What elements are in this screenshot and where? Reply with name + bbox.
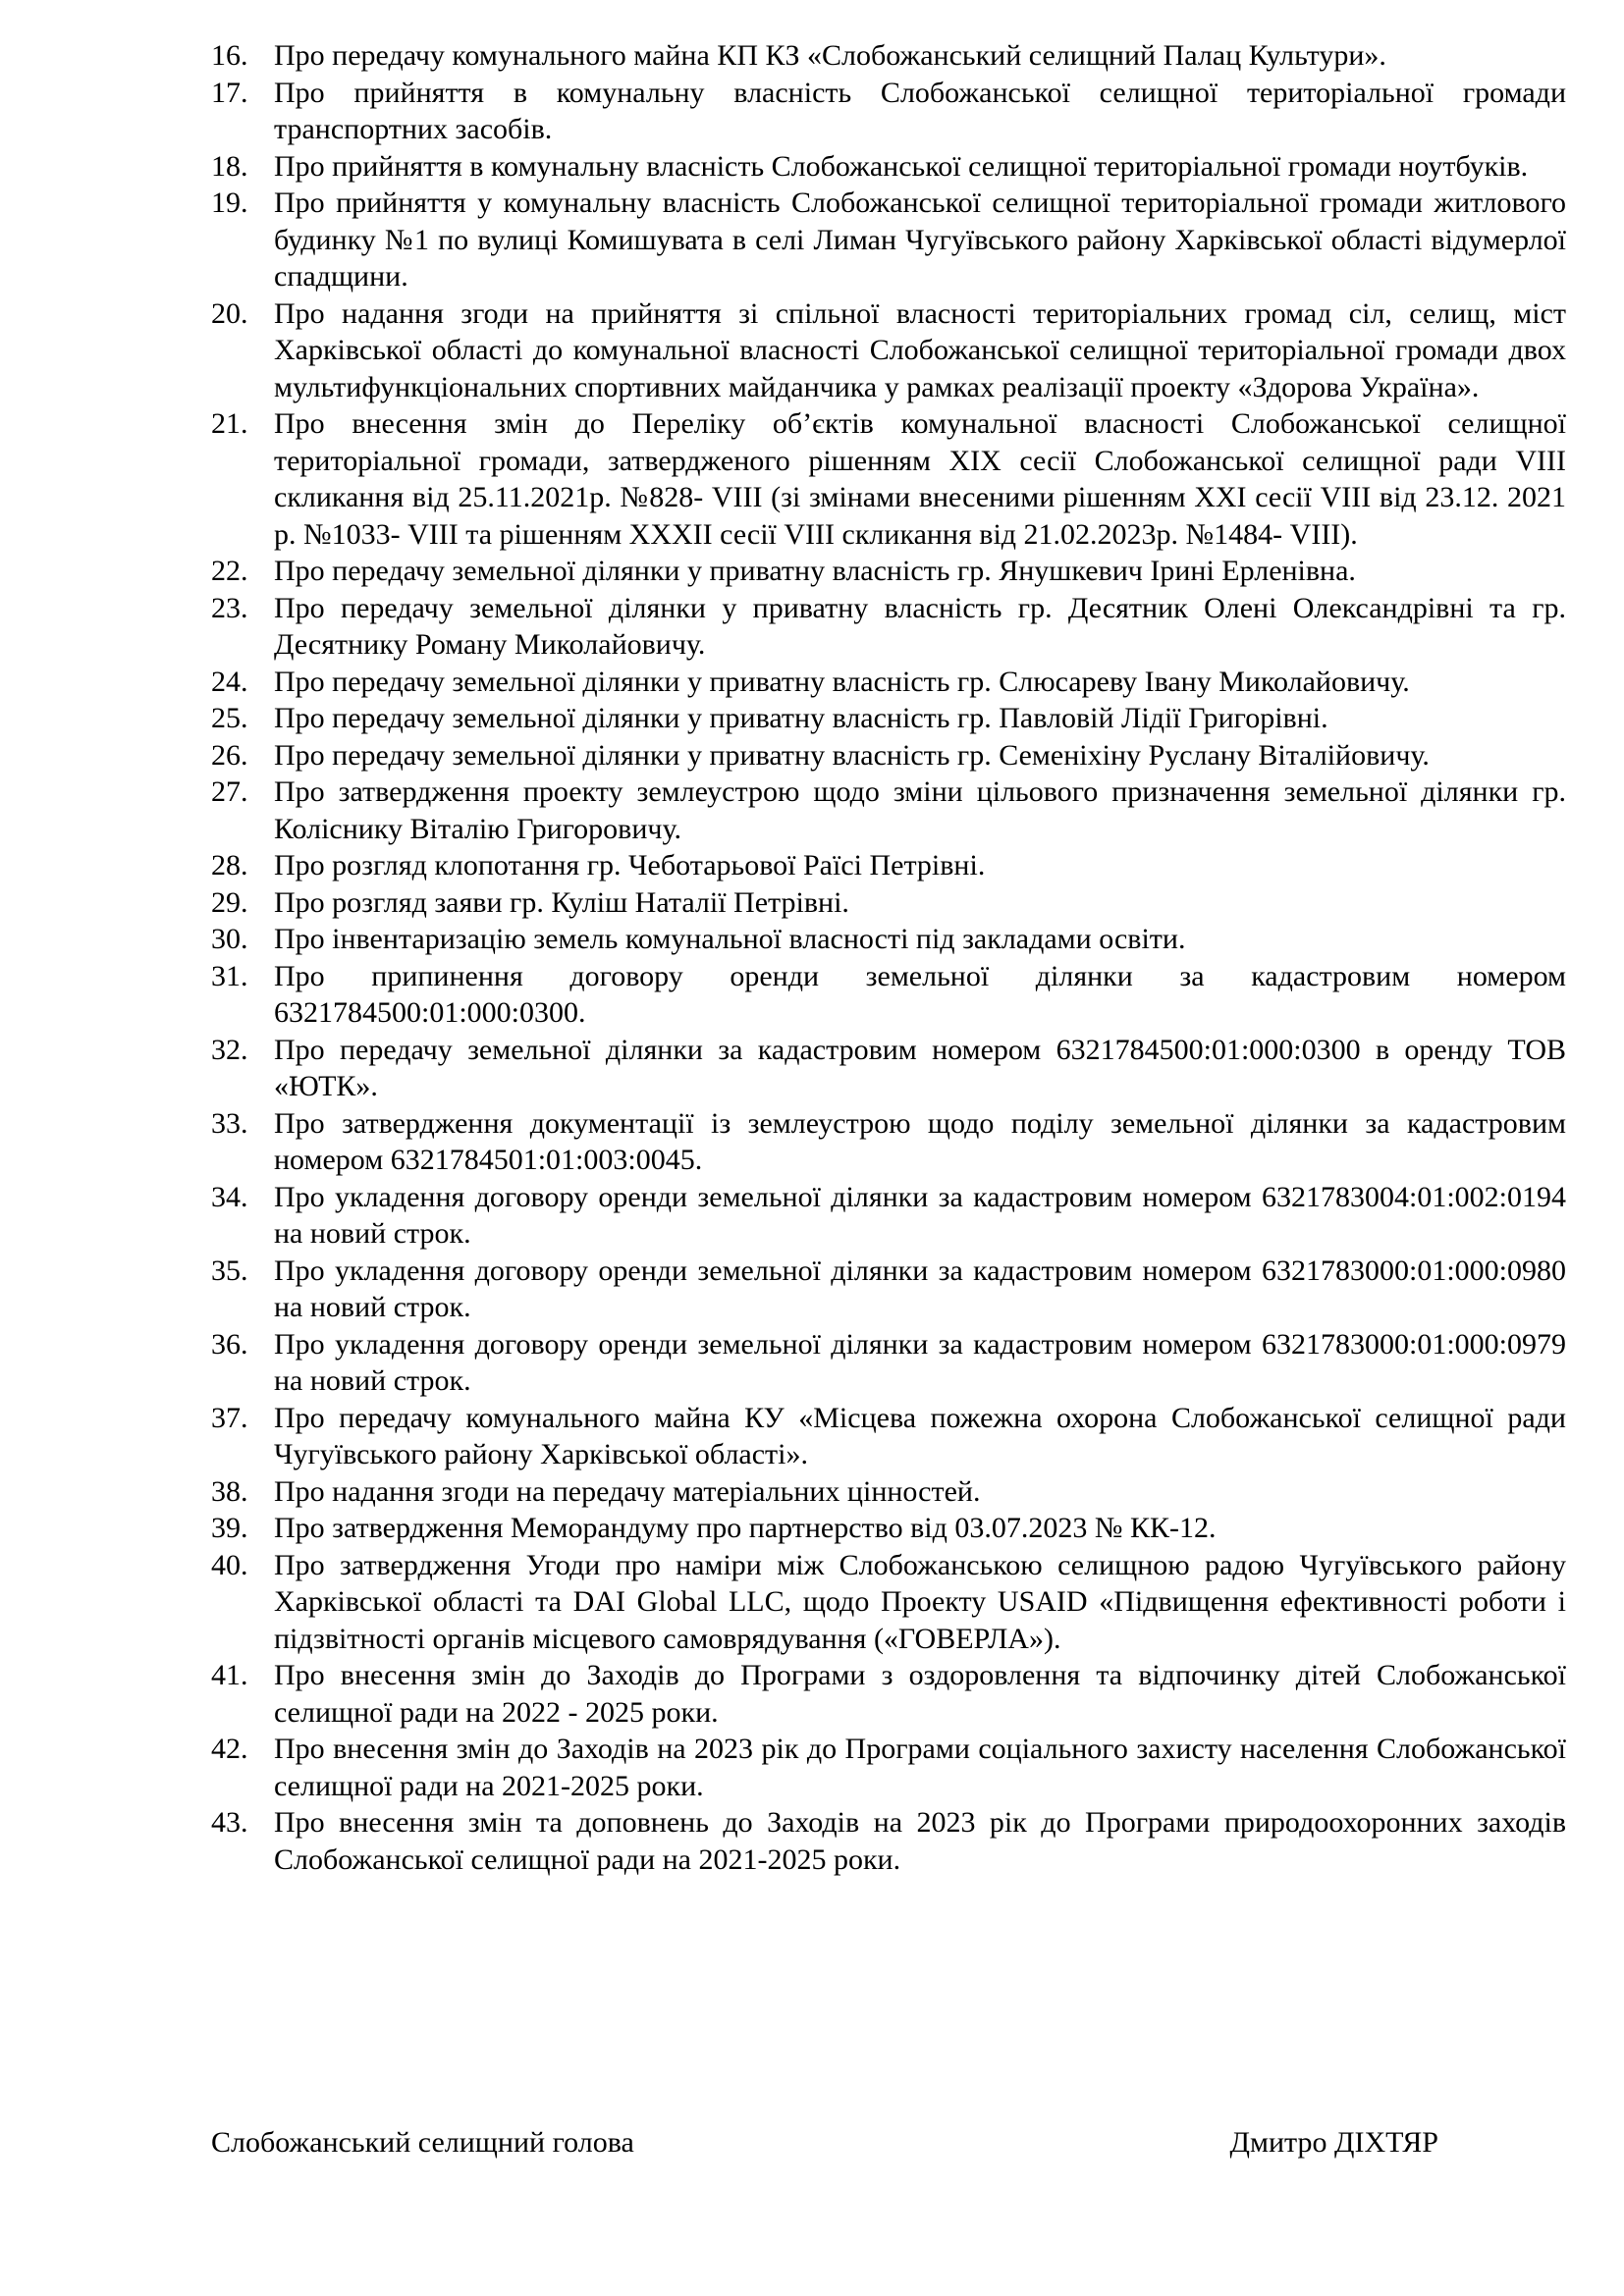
agenda-item-number: 30. [211,923,248,955]
agenda-item-text: Про передачу земельної ділянки у приватну власність гр. Слюсареву Івану Миколайовичу. [274,665,1410,698]
agenda-item-text: Про внесення змін до Заходів до Програми з оздоровлення та відпочинку дітей Слобожанської селищної ради на 2022 - 2025 роки. [274,1659,1566,1729]
agenda-item-text: Про надання згоди на передачу матеріальних цінностей. [274,1474,981,1508]
agenda-item-text: Про внесення змін до Переліку об’єктів комунальної власності Слобожанської селищної територіальної громади, затвердженого рішенням XIX сесії Слобожанської селищної ради VIII скликання від 25.11.2021р. №828- VIII (зі змінами внесеними рішенням XXI сесії VIII від 23.12. 2021 р. №1033- VIII та рішенням XXXII сесії VIII скликання від 21.02.2023р. №1484- VIII). [274,407,1566,551]
agenda-item [211,1731,1566,1804]
agenda-item-text: Про інвентаризацію земель комунальної власності під закладами освіти. [274,923,1186,955]
signatory-name: Дмитро ДІХТЯР [1229,2126,1438,2159]
agenda-item [211,553,1566,590]
agenda-item-text: Про укладення договору оренди земельної ділянки за кадастровим номером 6321783004:01:002:0194 на новий строк. [274,1180,1566,1250]
agenda-item-number: 28. [211,849,248,881]
agenda-item-number: 20. [211,296,248,330]
agenda-item [211,1253,1566,1326]
agenda-item-text: Про розгляд заяви гр. Куліш Наталії Петрівні. [274,885,849,919]
agenda-item-number: 41. [211,1659,248,1691]
agenda-item [211,884,1566,922]
agenda-item-number: 38. [211,1474,248,1508]
agenda-item [211,700,1566,737]
agenda-item-text: Про передачу комунального майна КП КЗ «Слобожанський селищний Палац Культури». [274,39,1386,72]
agenda-item [211,1032,1566,1105]
agenda-item-text: Про передачу земельної ділянки у приватну власність гр. Десятник Олені Олександрівні та гр. Десятнику Роману Миколайовичу. [274,591,1566,661]
agenda-item [211,75,1566,148]
agenda-item-number: 17. [211,76,248,109]
agenda-item-number: 37. [211,1401,248,1434]
agenda-item [211,1400,1566,1473]
agenda-list [211,37,1566,1878]
signature-block [211,2124,1566,2163]
agenda-item [211,1326,1566,1400]
agenda-item-text: Про укладення договору оренди земельної ділянки за кадастровим номером 6321783000:01:000:0979 на новий строк. [274,1327,1566,1397]
agenda-item [211,1473,1566,1511]
agenda-item-text: Про передачу земельної ділянки у приватну власність гр. Семеніхіну Руслану Віталійовичу. [274,738,1430,772]
agenda-item-text: Про надання згоди на прийняття зі спільної власності територіальних громад сіл, селищ, міст Харківської області до комунальної власності Слобожанської селищної територіальної громади двох мультифункціональних спортивних майданчика у рамках реалізації проекту «Здорова Україна». [274,296,1566,403]
agenda-item-text: Про прийняття в комунальну власність Слобожанської селищної територіальної громади ноутбуків. [274,149,1529,183]
agenda-item-text: Про внесення змін до Заходів на 2023 рік до Програми соціального захисту населення Слобожанської селищної ради на 2021-2025 роки. [274,1733,1566,1802]
agenda-item-number: 22. [211,555,248,587]
agenda-item-number: 35. [211,1254,248,1287]
agenda-item-text: Про затвердження проекту землеустрою щодо зміни цільового призначення земельної ділянки гр. Коліснику Віталію Григоровичу. [274,775,1566,845]
agenda-item [211,1804,1566,1878]
agenda-item-number: 34. [211,1180,248,1213]
agenda-item [211,1657,1566,1731]
agenda-item [211,1105,1566,1179]
agenda-item-text: Про передачу земельної ділянки у приватну власність гр. Янушкевич Ірині Ерленівна. [274,555,1356,587]
agenda-item-text: Про передачу комунального майна КУ «Місцева пожежна охорона Слобожанської селищної ради Чугуївського району Харківської області». [274,1401,1566,1470]
agenda-item-number: 27. [211,775,248,808]
agenda-item-text: Про затвердження Меморандуму про партнерство від 03.07.2023 № КК-12. [274,1512,1217,1544]
agenda-item [211,590,1566,664]
agenda-item-number: 43. [211,1806,248,1839]
agenda-item [211,774,1566,847]
agenda-item-number: 33. [211,1106,248,1140]
agenda-item-text: Про укладення договору оренди земельної ділянки за кадастровим номером 6321783000:01:000:0980 на новий строк. [274,1254,1566,1323]
agenda-item-number: 16. [211,39,248,72]
agenda-item-number: 26. [211,738,248,772]
agenda-item-number: 32. [211,1033,248,1066]
agenda-item-text: Про прийняття в комунальну власність Слобожанської селищної територіальної громади транспортних засобів. [274,76,1566,145]
agenda-item-number: 25. [211,702,248,734]
agenda-item-number: 24. [211,665,248,698]
agenda-item-text: Про прийняття у комунальну власність Слобожанської селищної територіальної громади житлового будинку №1 по вулиці Комишувата в селі Лиман Чугуївського району Харківської області відумерлої спадщини. [274,187,1566,293]
agenda-item-number: 36. [211,1327,248,1361]
agenda-item [211,958,1566,1032]
agenda-item [211,295,1566,406]
agenda-item-number: 23. [211,591,248,624]
agenda-item [211,921,1566,958]
agenda-item [211,1510,1566,1547]
agenda-item [211,1179,1566,1253]
agenda-item-number: 42. [211,1733,248,1765]
agenda-item [211,37,1566,75]
agenda-item [211,185,1566,295]
agenda-item-text: Про розгляд клопотання гр. Чеботарьової Раїсі Петрівні. [274,849,986,881]
agenda-item-text: Про затвердження документації із землеустрою щодо поділу земельної ділянки за кадастровим номером 6321784501:01:003:0045. [274,1106,1566,1176]
signatory-title: Слобожанський селищний голова [211,2126,634,2159]
agenda-item-number: 40. [211,1548,248,1581]
agenda-item [211,737,1566,774]
agenda-item [211,1547,1566,1658]
agenda-item-text: Про припинення договору оренди земельної ділянки за кадастровим номером 6321784500:01:000:0300. [274,959,1566,1029]
agenda-item-number: 31. [211,959,248,992]
agenda-item-number: 19. [211,187,248,219]
agenda-item-number: 29. [211,885,248,919]
agenda-item-text: Про внесення змін та доповнень до Заходів на 2023 рік до Програми природоохоронних заходів Слобожанської селищної ради на 2021-2025 роки. [274,1806,1566,1876]
agenda-item [211,405,1566,553]
agenda-item-text: Про затвердження Угоди про наміри між Слобожанською селищною радою Чугуївського району Харківської області та DAI Global LLC, щодо Проекту USAID «Підвищення ефективності роботи і підзвітності органів місцевого самоврядування («ГОВЕРЛА»). [274,1548,1566,1655]
agenda-item [211,148,1566,186]
agenda-item [211,664,1566,701]
agenda-item-number: 18. [211,149,248,183]
agenda-item-number: 21. [211,407,248,440]
agenda-item-number: 39. [211,1512,248,1544]
agenda-item [211,847,1566,884]
agenda-item-text: Про передачу земельної ділянки у приватну власність гр. Павловій Лідії Григорівні. [274,702,1328,734]
agenda-item-text: Про передачу земельної ділянки за кадастровим номером 6321784500:01:000:0300 в оренду ТОВ «ЮТК». [274,1033,1566,1102]
